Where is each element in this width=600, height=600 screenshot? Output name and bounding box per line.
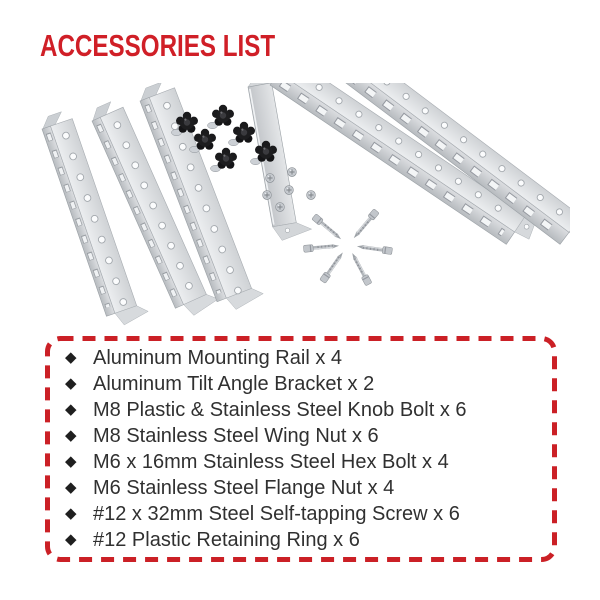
- diamond-bullet-icon: ◆: [65, 479, 77, 496]
- list-item: [45, 501, 557, 527]
- list-item-text: #12 Plastic Retaining Ring x 6: [93, 529, 360, 551]
- list-item-text: M8 Plastic & Stainless Steel Knob Bolt x 6: [93, 399, 467, 421]
- list-item: [45, 527, 557, 553]
- list-item: [45, 475, 557, 501]
- list-item-text: Aluminum Tilt Angle Bracket x 2: [93, 373, 375, 395]
- list-item-text: M6 x 16mm Stainless Steel Hex Bolt x 4: [93, 451, 449, 473]
- page-title: ACCESSORIES LIST: [40, 28, 276, 63]
- self-tapping-screws-group: [303, 209, 392, 286]
- list-item-text: M6 Stainless Steel Flange Nut x 4: [93, 477, 395, 499]
- diamond-bullet-icon: ◆: [65, 401, 77, 418]
- diamond-bullet-icon: ◆: [65, 349, 77, 366]
- diamond-bullet-icon: ◆: [65, 531, 77, 548]
- mounting-rails-group: [39, 83, 570, 328]
- accessories-list: [45, 345, 557, 553]
- list-item: [45, 423, 557, 449]
- list-item-text: M8 Stainless Steel Wing Nut x 6: [93, 425, 379, 447]
- diamond-bullet-icon: ◆: [65, 427, 77, 444]
- list-item: [45, 345, 557, 371]
- list-item-text: #12 x 32mm Steel Self-tapping Screw x 6: [93, 503, 460, 525]
- list-item: [45, 397, 557, 423]
- list-item: [45, 371, 557, 397]
- diamond-bullet-icon: ◆: [65, 505, 77, 522]
- diamond-bullet-icon: ◆: [65, 375, 77, 392]
- hardware-photo-svg: [30, 83, 570, 328]
- list-item-text: Aluminum Mounting Rail x 4: [93, 347, 342, 369]
- list-item: [45, 449, 557, 475]
- accessories-list-box: [45, 336, 557, 562]
- product-photo: [30, 83, 570, 328]
- diamond-bullet-icon: ◆: [65, 453, 77, 470]
